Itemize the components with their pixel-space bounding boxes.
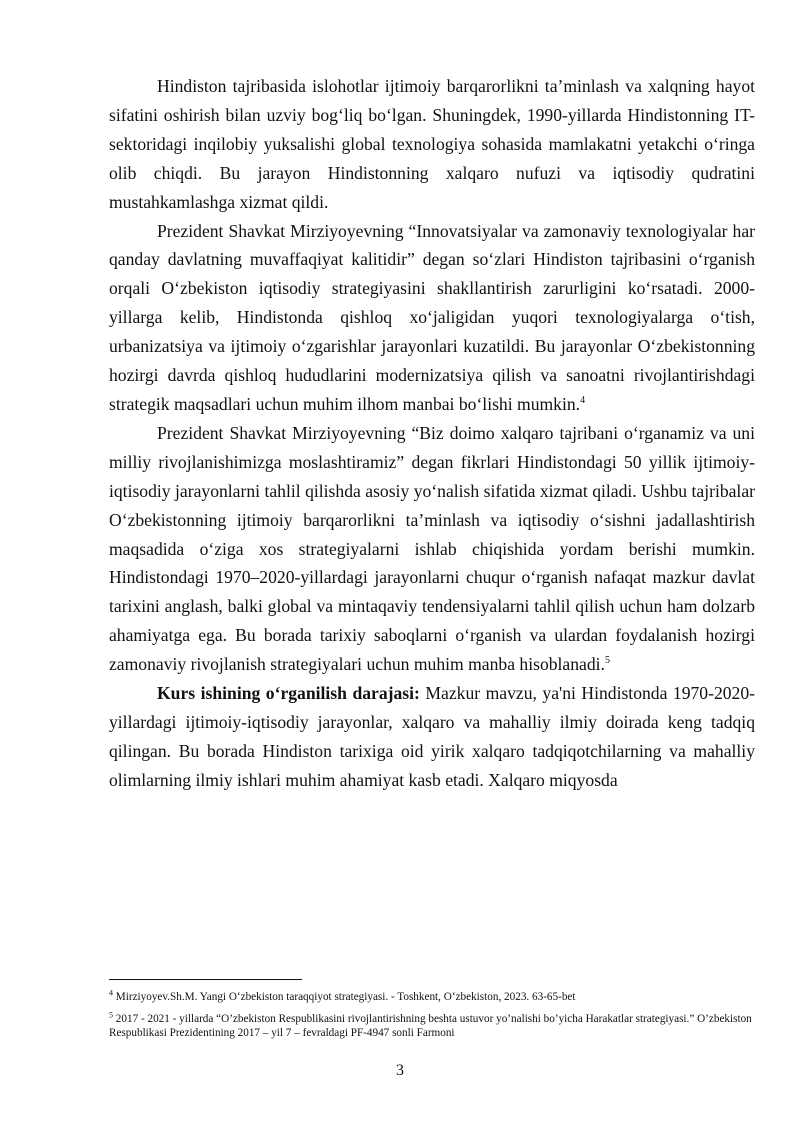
footnote-ref-4[interactable]: 4: [580, 395, 586, 407]
footnote-number: 5: [109, 1010, 113, 1020]
paragraph-1-text: Hindiston tajribasida islohotlar ijtimoiy barqarorlikni ta’minlash va xalqning hayot sifatini oshirish bilan uzviy bog‘liq bo‘lgan. Shuningdek, 1990-yillarda Hindistonning IT-sektoridagi inqilobiy yuksalishi global texnologiya sohasida mamlakatni yetakchi o‘ringa olib chiqdi. Bu jarayon Hindistonning xalqaro nufuzi va iqtisodiy qudratini mustahkamlashga xizmat qildi.: [109, 76, 755, 212]
document-body: [109, 72, 755, 795]
footnote-ref-5[interactable]: 5: [604, 655, 610, 667]
paragraph-4-text: Mazkur mavzu, ya'ni Hindistonda 1970-2020-yillardagi ijtimoiy-iqtisodiy jarayonlar, xalqaro va mahalliy ilmiy doirada keng tadqiq qilingan. Bu borada Hindiston tarixiga oid yirik xalqaro tadqiqotchilarning va mahalliy olimlarning ilmiy ishlari muhim ahamiyat kasb etadi. Xalqaro miqyosda: [109, 683, 755, 790]
section-heading: Kurs ishining o‘rganilish darajasi:: [157, 683, 420, 704]
paragraph-1: [109, 72, 755, 217]
footnote-text: Mirziyoyev.Sh.M. Yangi O‘zbekiston taraqqiyot strategiyasi. - Toshkent, O‘zbekiston, 2023. 63-65-bet: [115, 991, 576, 1003]
footnote-text: 2017 - 2021 - yillarda “O’zbekiston Respublikasini rivojlantirishning beshta ustuvor yo’nalishi bo’yicha Harakatlar strategiyasi.” O’zbekiston Respublikasi Prezidentining 2017 – yil 7 – fevraldagi PF-4947 sonli Farmoni: [109, 1013, 752, 1039]
paragraph-4: [109, 679, 755, 795]
paragraph-2: [109, 217, 755, 419]
footnote-separator: [109, 979, 302, 980]
footnote-4: [109, 990, 755, 1004]
paragraph-3: [109, 419, 755, 679]
page-number: 3: [396, 1062, 404, 1079]
footnotes: [109, 990, 755, 1048]
footnote-5: [109, 1012, 755, 1040]
footnote-number: 4: [109, 988, 113, 998]
paragraph-2-text: Prezident Shavkat Mirziyoyevning “Innovatsiyalar va zamonaviy texnologiyalar har qanday davlatning muvaffaqiyat kalitidir” degan so‘zlari Hindiston tajribasini o‘rganish orqali O‘zbekiston iqtisodiy strategiyasini shakllantirish zarurligini ko‘rsatadi. 2000-yillarga kelib, Hindistonda qishloq xo‘jaligidan yuqori texnologiyalarga o‘tish, urbanizatsiya va ijtimoiy o‘zgarishlar jarayonlari kuzatildi. Bu jarayonlar O‘zbekistonning hozirgi davrda qishloq hududlarini modernizatsiya qilish va sanoatni rivojlantirishdagi strategik maqsadlari uchun muhim ilhom manbai bo‘lishi mumkin.: [109, 220, 755, 414]
paragraph-3-text: Prezident Shavkat Mirziyoyevning “Biz doimo xalqaro tajribani o‘rganamiz va uni milliy rivojlanishimizga moslashtiramiz” degan fikrlari Hindistondagi 50 yillik ijtimoiy-iqtisodiy jarayonlarni tahlil qilishda asosiy yo‘nalish sifatida xizmat qiladi. Ushbu tajribalar O‘zbekistonning ijtimoiy barqarorlikni ta’minlash va iqtisodiy o‘sishni jadallashtirish maqsadida o‘ziga xos strategiyalarni ishlab chiqishida yordam berishi mumkin. Hindistondagi 1970–2020-yillardagi jarayonlarni chuqur o‘rganish nafaqat mazkur davlat tarixini anglash, balki global va mintaqaviy tendensiyalarni tahlil qilish uchun ham dolzarb ahamiyatga ega. Bu borada tarixiy saboqlarni o‘rganish va ulardan foydalanish hozirgi zamonaviy rivojlanish strategiyalari uchun muhim manba hisoblanadi.: [109, 422, 755, 675]
